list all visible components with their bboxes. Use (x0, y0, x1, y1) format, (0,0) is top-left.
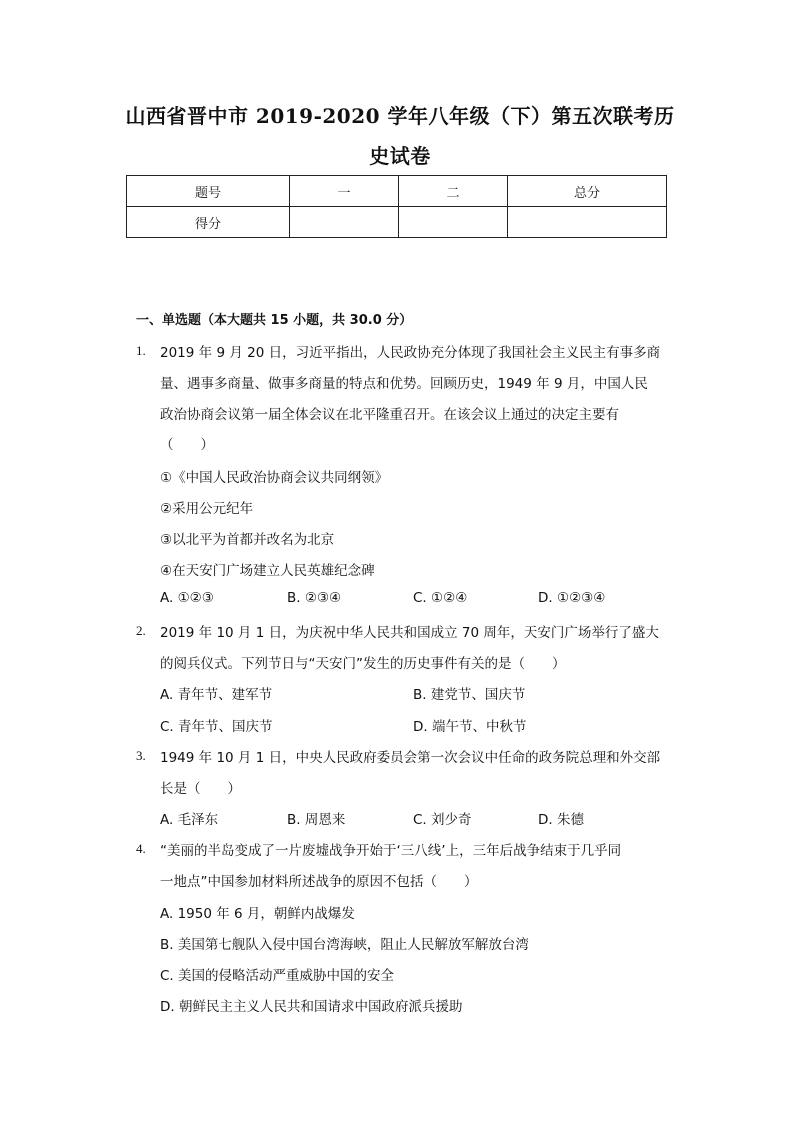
option-d[interactable]: D. 朱德 (538, 812, 584, 828)
option-d[interactable]: D. 朝鲜民主主义人民共和国请求中国政府派兵援助 (160, 999, 463, 1015)
option-d[interactable]: D. ①②③④ (538, 590, 606, 606)
question-text-line: 一地点”中国参加材料所述战争的原因不包括（ ） (160, 874, 478, 890)
question-number: 2. (136, 623, 146, 638)
option-c[interactable]: C. 青年节、国庆节 (160, 719, 273, 735)
option-a[interactable]: A. ①②③ (160, 590, 214, 606)
question-text-line: 量、遇事多商量、做事多商量的特点和优势。回顾历史，1949 年 9 月，中国人民 (160, 376, 648, 392)
question-number: 4. (136, 841, 146, 856)
score-header-label: 题号 (127, 176, 290, 207)
question-text-line: “美丽的半岛变成了一片废墟战争开始于‘三八线’上，三年后战争结束于几乎同 (160, 843, 622, 859)
question-text-line: 2019 年 9 月 20 日，习近平指出，人民政协充分体现了我国社会主义民主有事多商 (160, 345, 661, 361)
option-c[interactable]: C. ①②④ (413, 590, 468, 606)
option-a[interactable]: A. 1950 年 6 月，朝鲜内战爆发 (160, 906, 355, 922)
score-table-score-row (127, 207, 667, 238)
score-header-part1: 一 (290, 176, 399, 207)
question-text-line: 的阅兵仪式。下列节日与“天安门”发生的历史事件有关的是（ ） (160, 656, 566, 672)
option-a[interactable]: A. 毛泽东 (160, 812, 219, 828)
option-b[interactable]: B. 建党节、国庆节 (413, 687, 526, 703)
question-text-line: 2019 年 10 月 1 日，为庆祝中华人民共和国成立 70 周年，天安门广场举行了盛大 (160, 625, 659, 641)
question-text-line: 政治协商会议第一届全体会议在北平隆重召开。在该会议上通过的决定主要有 (160, 407, 619, 423)
statement-3: ③以北平为首都并改名为北京 (160, 532, 335, 548)
option-c[interactable]: C. 美国的侵略活动严重威胁中国的安全 (160, 968, 395, 984)
question-text-line: 1949 年 10 月 1 日，中央人民政府委员会第一次会议中任命的政务院总理和外交部 (160, 750, 661, 766)
option-c[interactable]: C. 刘少奇 (413, 812, 472, 828)
option-b[interactable]: B. 周恩来 (287, 812, 346, 828)
score-cell-part1 (290, 207, 399, 238)
exam-title-line2: 史试卷 (369, 144, 431, 168)
exam-title-line1: 山西省晋中市 2019-2020 学年八年级（下）第五次联考历 (125, 104, 675, 128)
question-text-line: 长是（ ） (160, 781, 241, 797)
statement-1: ①《中国人民政治协商会议共同纲领》 (160, 470, 389, 486)
score-header-part2: 二 (399, 176, 508, 207)
option-d[interactable]: D. 端午节、中秋节 (413, 719, 527, 735)
question-number: 1. (136, 343, 146, 358)
score-row-label: 得分 (127, 207, 290, 238)
score-table (126, 175, 667, 238)
statement-4: ④在天安门广场建立人民英雄纪念碑 (160, 563, 375, 579)
option-b[interactable]: B. 美国第七舰队入侵中国台湾海峡，阻止人民解放军解放台湾 (160, 937, 529, 953)
question-text-line: （ ） (160, 437, 214, 453)
score-cell-total (508, 207, 667, 238)
option-b[interactable]: B. ②③④ (287, 590, 342, 606)
statement-2: ②采用公元纪年 (160, 501, 254, 517)
question-number: 3. (136, 748, 146, 763)
score-table-header-row (127, 176, 667, 207)
score-header-total: 总分 (508, 176, 667, 207)
score-cell-part2 (399, 207, 508, 238)
option-a[interactable]: A. 青年节、建军节 (160, 687, 273, 703)
section-heading: 一、单选题（本大题共 15 小题，共 30.0 分） (136, 313, 413, 328)
